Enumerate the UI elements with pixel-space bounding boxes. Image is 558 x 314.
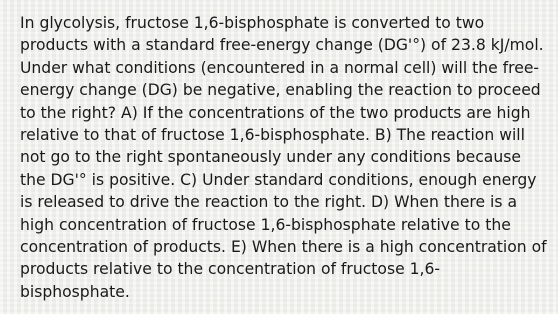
- question-text: In glycolysis, fructose 1,6-bisphosphate is converted to two products with a standard free-energy change (DG'°) of 23.8 kJ/mol. Under what conditions (encountered in a normal cell) will the free-energy change (DG) be negative, enabling the reaction to proceed to the right? A) If the concentrations of the two products are high relative to that of fructose 1,6-bisphosphate. B) The reaction will not go to the right spontaneously under any conditions because the DG'° is positive. C) Under standard conditions, enough energy is released to drive the reaction to the right. D) When there is a high concentration of fructose 1,6-bisphosphate relative to the concentration of products. E) When there is a high concentration of products relative to the concentration of fructose 1,6-bisphosphate.: [20, 14, 547, 301]
